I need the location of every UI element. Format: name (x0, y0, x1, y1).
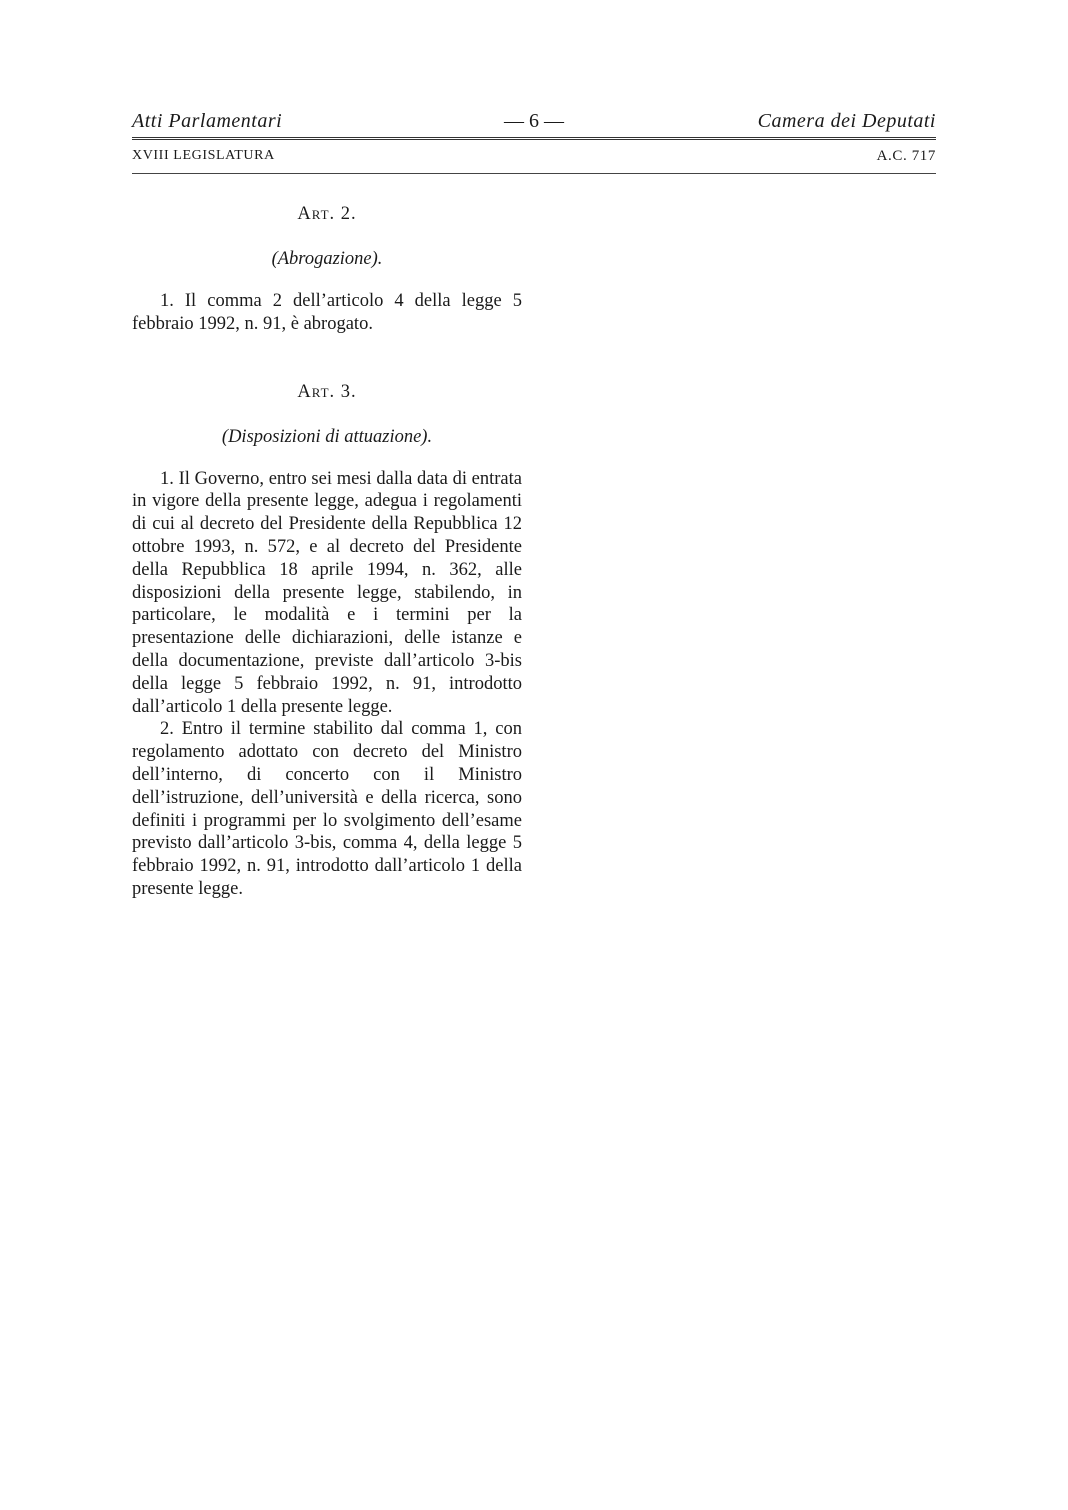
header-chamber: Camera dei Deputati (757, 110, 936, 132)
header-double-rule (132, 137, 936, 140)
act-number: A.C. 717 (876, 148, 936, 164)
sub-header (132, 146, 936, 166)
text-column (132, 200, 522, 901)
header-rule (132, 173, 936, 174)
article-3-paragraph-2: 2. Entro il termine stabilito dal comma 1, con regolamento adottato con decreto del Ministro dell’interno, di concerto con il Ministro dell’istruzione, dell’università e della ricerca, sono definiti i programmi per lo svolgimento dell’esame previsto dall’articolo 3-bis, comma 4, della legge 5 febbraio 1992, n. 91, introdotto dall’articolo 1 della presente legge. (132, 719, 522, 899)
article-2-paragraph-1: 1. Il comma 2 dell’articolo 4 della legge 5 febbraio 1992, n. 91, è abrogato. (132, 291, 522, 334)
article-3-title: Art. 3. (297, 381, 357, 402)
article-2-subtitle: (Abrogazione). (271, 249, 383, 269)
article-3-subtitle: (Disposizioni di attuazione). (221, 426, 433, 447)
page-number-text: — 6 — (504, 110, 564, 132)
header-publication: Atti Parlamentari (132, 110, 283, 132)
article-3-paragraph-1: 1. Il Governo, entro sei mesi dalla data di entrata in vigore della presente legge, adegua i regolamenti di cui al decreto del Presidente della Repubblica 12 ottobre 1993, n. 572, e al decreto del Presidente della Repubblica 18 aprile 1994, n. 362, alle disposizioni della presente legge, stabilendo, in particolare, le modalità e i termini per la presentazione delle dichiarazioni, delle istanze e della documentazione, previste dall’articolo 3-bis della legge 5 febbraio 1992, n. 91, introdotto dall’articolo 1 della presente legge. (132, 468, 522, 717)
legislature-label: XVIII LEGISLATURA (132, 148, 275, 163)
running-header (132, 108, 936, 134)
article-2-title: Art. 2. (297, 204, 357, 224)
